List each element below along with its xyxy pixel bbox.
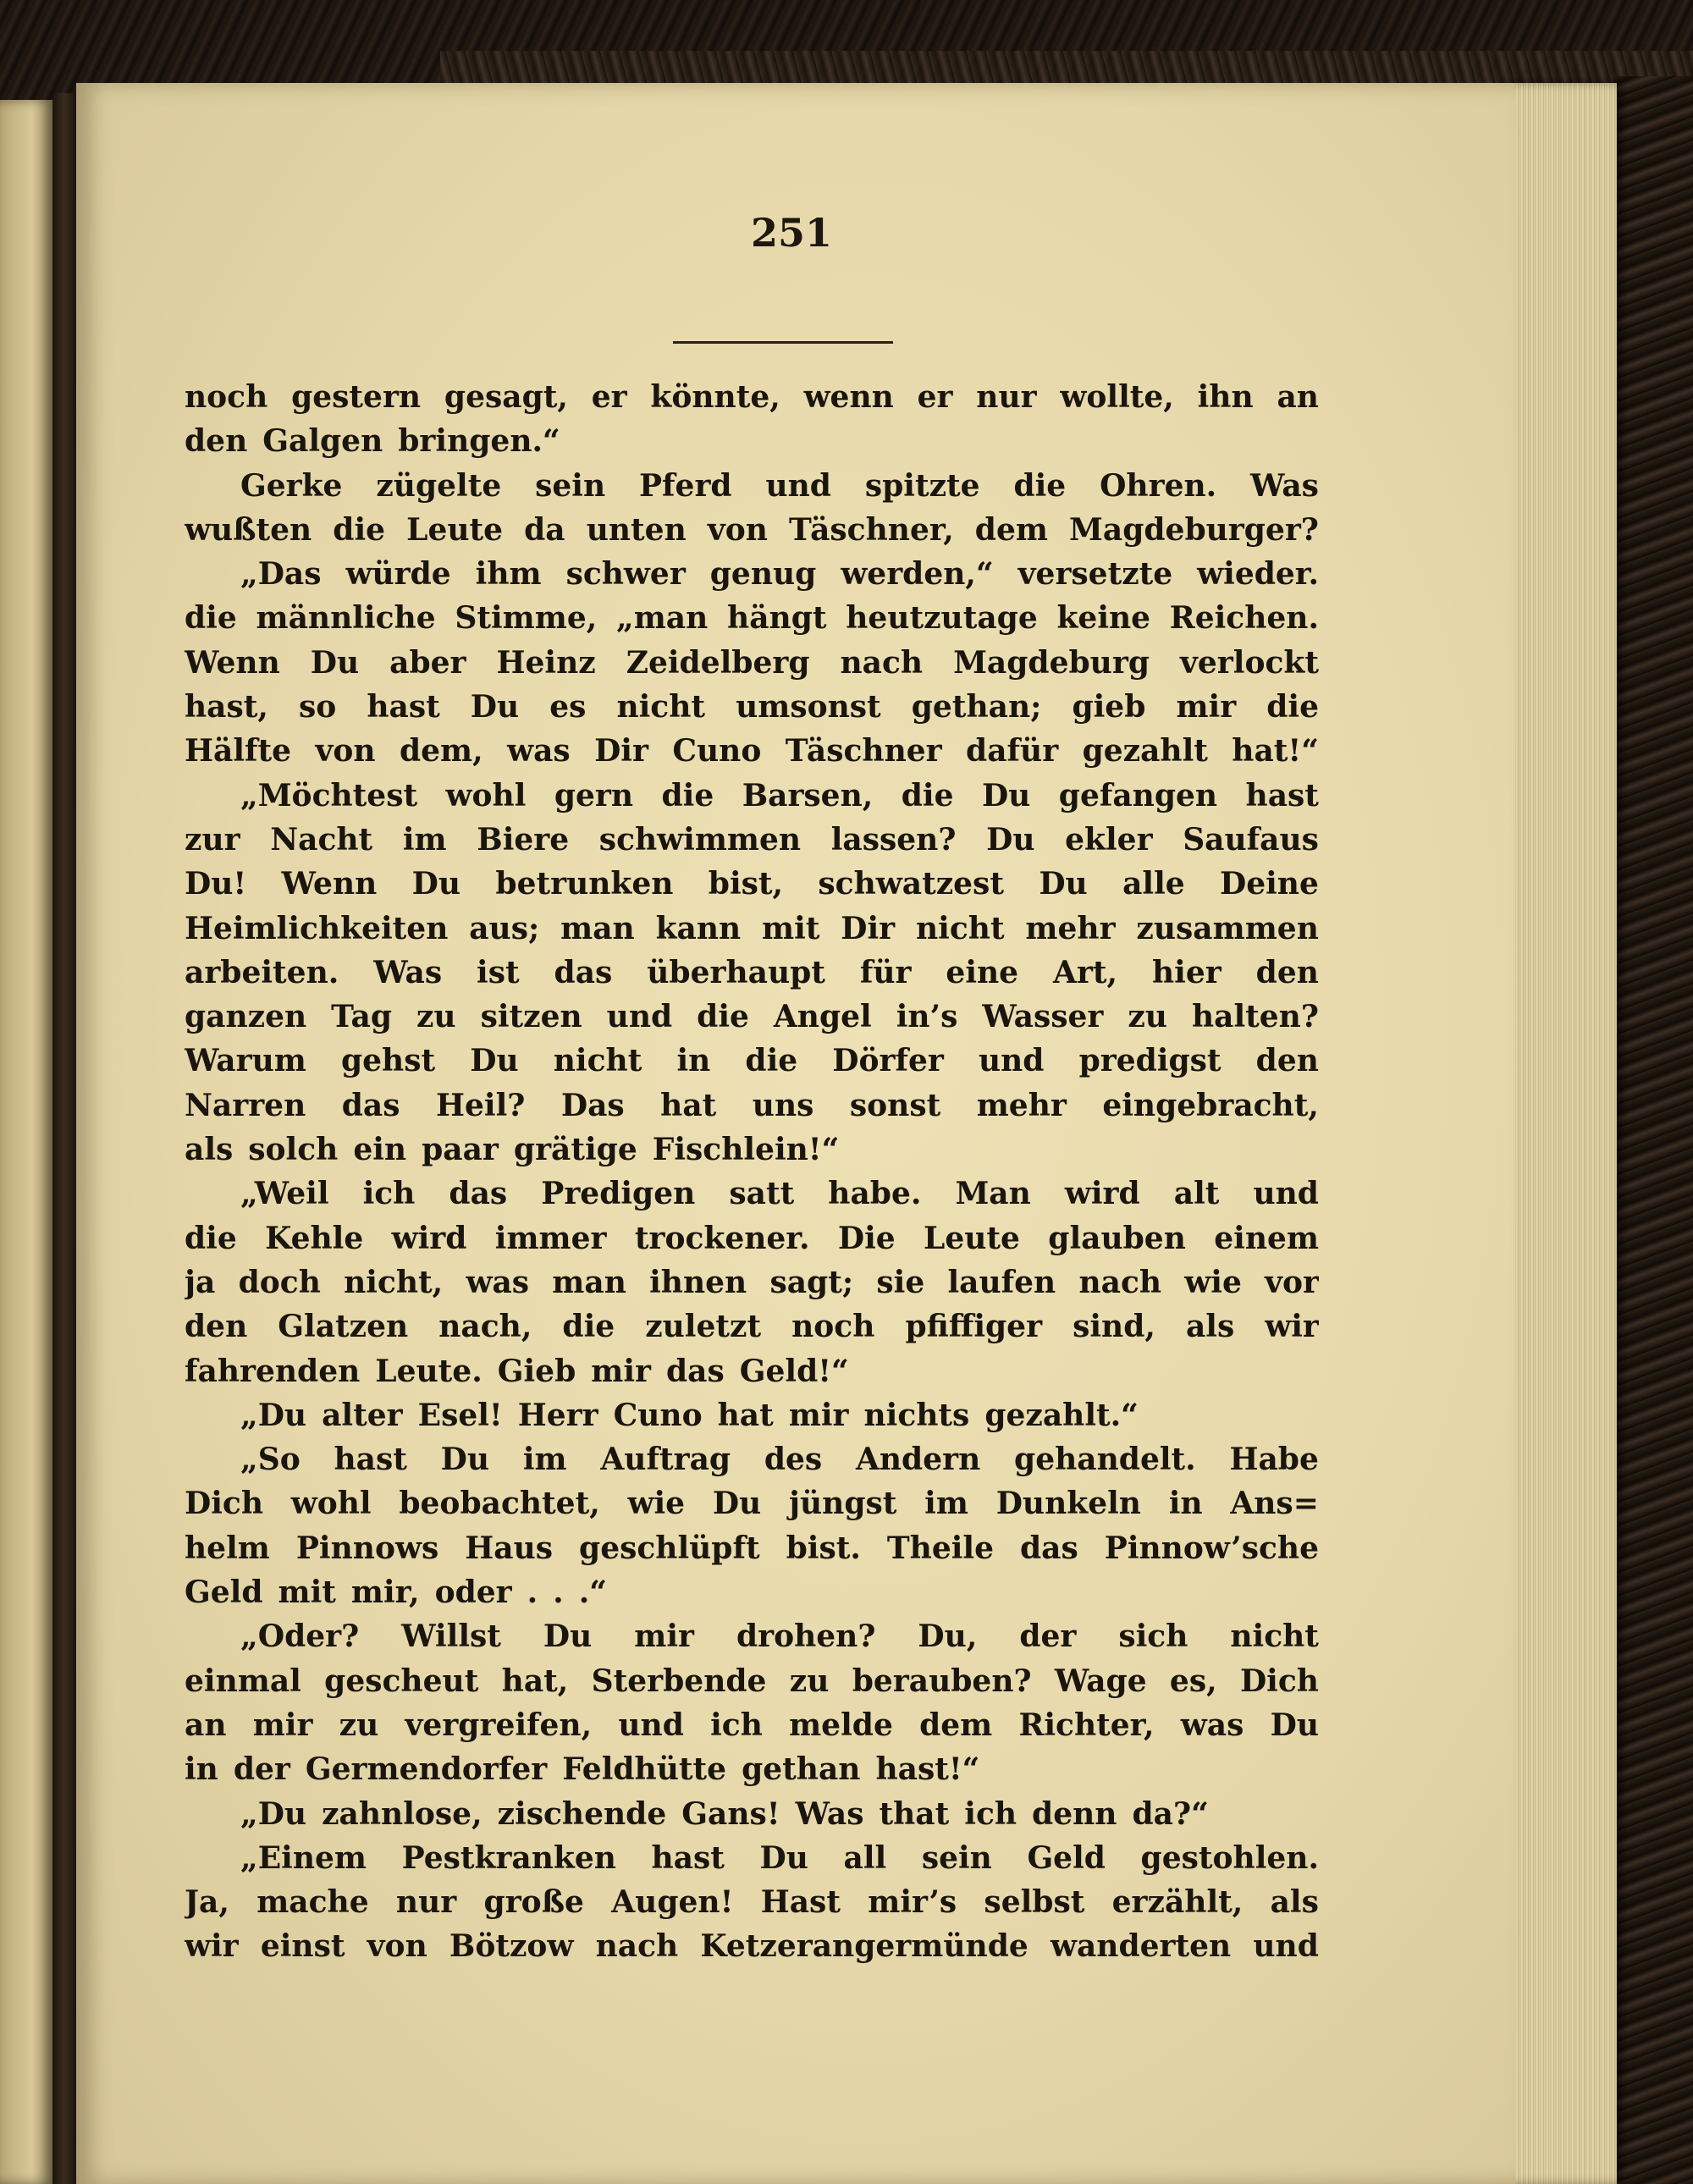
text-line: Dich wohl beobachtet, wie Du jüngst im Dunkeln in Ans= [185, 1486, 1319, 1522]
page-number: 251 [750, 210, 833, 256]
text-line: hast, so hast Du es nicht umsonst gethan; gieb mir die [185, 689, 1319, 725]
text-line: Hälfte von dem, was Dir Cuno Täschner dafür gezahlt hat!“ [185, 733, 1319, 769]
text-line: helm Pinnows Haus geschlüpft bist. Theile das Pinnow’sche [185, 1530, 1319, 1566]
text-line: „So hast Du im Auftrag des Andern gehandelt. Habe [240, 1442, 1319, 1478]
text-line: „Einem Pestkranken hast Du all sein Geld gestohlen. [240, 1839, 1319, 1876]
text-line: Narren das Heil? Das hat uns sonst mehr eingebracht, [185, 1087, 1319, 1123]
previous-page-edge [0, 100, 52, 2184]
book-cover-right-edge [1613, 76, 1693, 2184]
text-line: fahrenden Leute. Gieb mir das Geld!“ [185, 1353, 849, 1389]
page-edges-stack [1498, 83, 1617, 2184]
text-line: Du! Wenn Du betrunken bist, schwatzest Du alle Deine [185, 866, 1319, 902]
text-line: Warum gehst Du nicht in die Dörfer und predigst den [185, 1043, 1319, 1079]
text-line: Ja, mache nur große Augen! Hast mir’s selbst erzählt, als [185, 1884, 1319, 1921]
text-line: ganzen Tag zu sitzen und die Angel in’s Wasser zu halten? [185, 999, 1319, 1035]
text-line: wir einst von Bötzow nach Ketzerangermünde wanderten und [185, 1928, 1319, 1965]
text-line: „Du alter Esel! Herr Cuno hat mir nichts gezahlt.“ [240, 1397, 1139, 1433]
text-line: den Galgen bringen.“ [185, 423, 560, 460]
text-line: als solch ein paar grätige Fischlein!“ [185, 1132, 840, 1168]
text-line: noch gestern gesagt, er könnte, wenn er nur wollte, ihn an [185, 379, 1319, 415]
text-line: Wenn Du aber Heinz Zeidelberg nach Magdeburg verlockt [185, 644, 1319, 681]
text-line: Geld mit mir, oder . . .“ [185, 1575, 607, 1611]
text-line: „Oder? Willst Du mir drohen? Du, der sich nicht [240, 1619, 1319, 1655]
text-line: den Glatzen nach, die zuletzt noch pfiffiger sind, als wir [185, 1309, 1319, 1345]
text-line: zur Nacht im Biere schwimmen lassen? Du ekler Saufaus [185, 821, 1319, 858]
header-rule [673, 341, 893, 344]
text-line: die männliche Stimme, „man hängt heutzutage keine Reichen. [185, 600, 1319, 637]
text-line: „Weil ich das Predigen satt habe. Man wird alt und [240, 1176, 1319, 1212]
text-line: an mir zu vergreifen, und ich melde dem Richter, was Du [185, 1707, 1319, 1743]
text-line: „Das würde ihm schwer genug werden,“ versetzte wieder. [240, 556, 1319, 593]
text-line: „Du zahnlose, zischende Gans! Was that ich denn da?“ [240, 1795, 1209, 1832]
text-line: in der Germendorfer Feldhütte gethan hast!“ [185, 1751, 980, 1788]
text-line: Gerke zügelte sein Pferd und spitzte die Ohren. Was [240, 467, 1319, 504]
text-line: ja doch nicht, was man ihnen sagt; sie laufen nach wie vor [185, 1264, 1319, 1300]
text-line: arbeiten. Was ist das überhaupt für eine Art, hier den [185, 954, 1319, 990]
text-line: Heimlichkeiten aus; man kann mit Dir nicht mehr zusammen [185, 910, 1319, 946]
book-gutter [52, 93, 76, 2184]
book-page [76, 83, 1515, 2184]
text-line: „Möchtest wohl gern die Barsen, die Du gefangen hast [240, 777, 1319, 813]
body-text [185, 375, 1319, 1969]
text-line: einmal gescheut hat, Sterbende zu berauben? Wage es, Dich [185, 1663, 1319, 1699]
text-line: wußten die Leute da unten von Täschner, dem Magdeburger? [185, 511, 1319, 548]
text-line: die Kehle wird immer trockener. Die Leute glauben einem [185, 1220, 1319, 1256]
